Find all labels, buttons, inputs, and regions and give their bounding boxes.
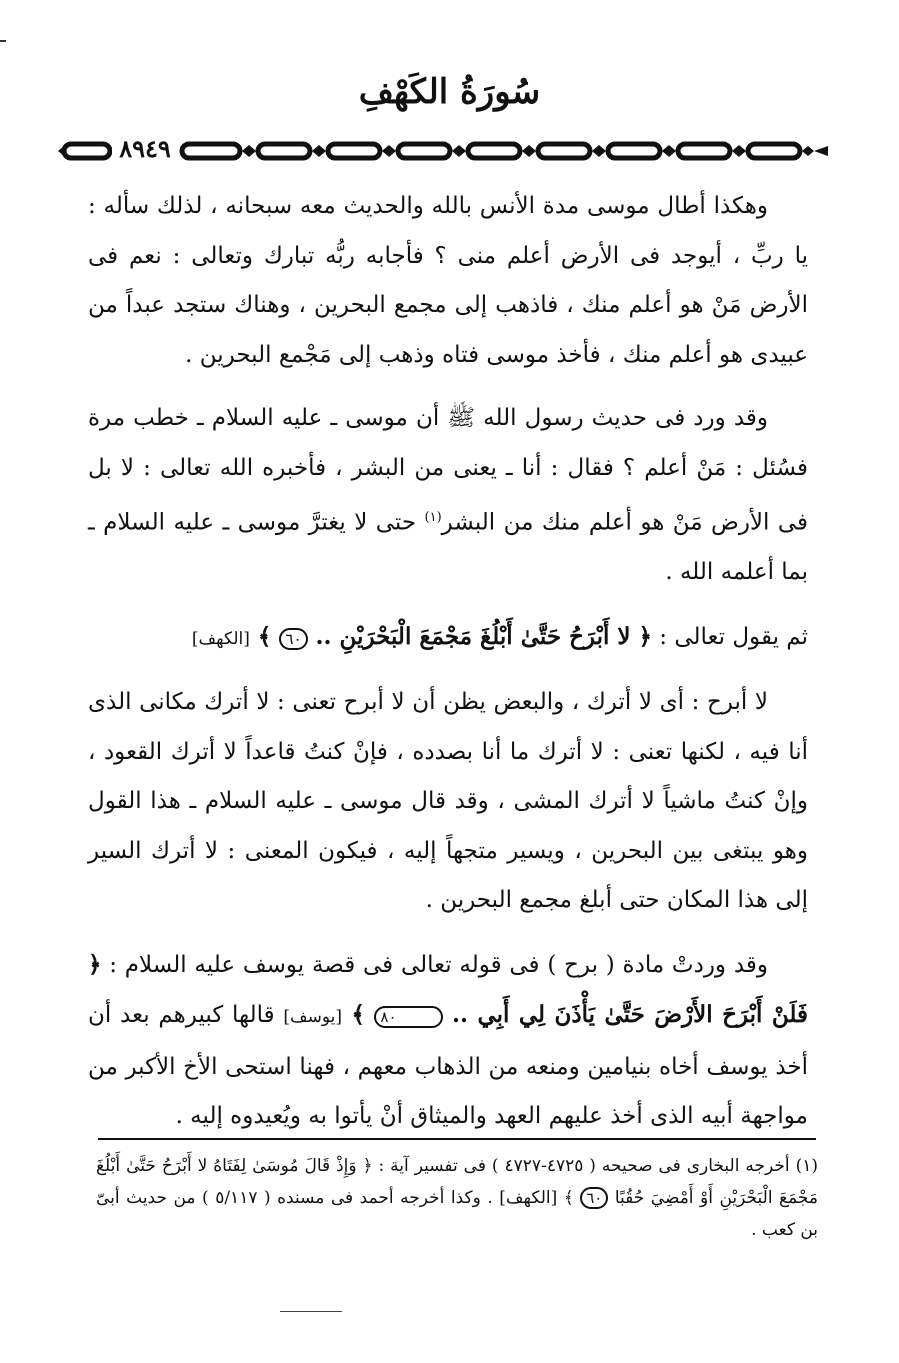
paragraph-5-rest: قالها كبيرهم بعد أن أخذ يوسف أخاه بنيامين ومنعه من الذهاب معهم ، فهنا استحى الأخ الأكبر من مواجهة أبيه الذى أخذ عليهم العهد والميثاق أنْ يأتوا به ويُعيدوه إليه . [88,1002,809,1130]
footnote-divider [98,1138,816,1140]
footnote-1 [96,1150,818,1246]
paragraph-2-text: وقد ورد فى حديث رسول الله ﷺ أن موسى ـ عليه السلام ـ خطب مرة فسُئل : مَنْ أعلم ؟ فقال : أنا ـ يعنى من البشر ، فأخبره الله تعالى : لا بل فى الأرض مَنْ هو أعلم منك من البشر [88,405,809,536]
paragraph-1: وهكذا أطال موسى مدة الأنس بالله والحديث معه سبحانه ، لذلك سأله : يا ربِّ ، أيوجد فى الأرض أعلم منى ؟ فأجابه ربُّه تبارك وتعالى : نعم فى الأرض مَنْ هو أعلم منك ، فاذهب إلى مجمع البحرين ، وهناك ستجد عبداً من عبيدى هو أعلم منك ، فأخذ موسى فتاه وذهب إلى مَجْمع البحرين . [88,193,808,368]
paragraph-2 [88,394,808,598]
paragraph-3 [88,612,808,665]
surah-reference: [يوسف] [283,1007,343,1028]
main-text [88,182,808,1156]
paragraph-5-intro: وقد وردتْ مادة ( برح ) فى قوله تعالى فى قصة يوسف عليه السلام : [101,951,768,978]
scan-mark [0,40,6,42]
quote-intro: ثم يقول تعالى : [651,623,808,650]
footnote-1-rest: ﴾ [الكهف] . وكذا أخرجه أحمد فى مسنده ( ٥/١١٧ ) من حديث أبىّ بن كعب . [96,1188,818,1240]
ayah-number: ٦٠ [580,1187,608,1209]
surah-reference: [الكهف] [191,628,250,649]
surah-title: سُورَةُ الكَهْفِ [358,72,541,112]
bottom-divider [280,1311,342,1312]
quran-verse-kahf-60: ﴿ لا أَبْرَحُ حَتَّىٰ أَبْلُغَ مَجْمَعَ الْبَحْرَيْنِ .. [307,622,652,650]
paragraph-4: لا أبرح : أى لا أترك ، والبعض يظن أن لا أبرح تعنى : لا أترك مكانى الذى أنا فيه ، لكنها تعنى : لا أترك ما أنا بصدده ، فإنْ كنتُ قاعداً لا أترك القعود ، وإنْ كنتُ ماشياً لا أترك المشى ، وقد قال موسى ـ عليه السلام ـ هذا القول وهو يبتغى بين البحرين ، ويسير متجهاً إليه ، فيكون المعنى : لا أترك السير إلى هذا المكان حتى أبلغ مجمع البحرين . [88,689,808,914]
paragraph-5 [88,940,808,1142]
verse-close: ﴾ [342,1001,375,1029]
footnote-1-text: (١) أخرجه البخارى فى صحيحه ( ٤٧٢٥-٤٧٢٧ ) فى تفسير آية : ﴿ وَإِذْ قَالَ مُوسَىٰ لِفَتَاهُ لا أَبْرَحُ حَتَّىٰ أَبْلُغَ مَجْمَعَ الْبَحْرَيْنِ أَوْ أَمْضِيَ حُقُبًا [96,1156,819,1208]
ayah-number: ٨٠ [374,1006,442,1028]
ayah-number: ٦٠ [279,628,307,650]
verse-close: ﴾ [249,622,280,650]
footnote-marker: (١) [424,510,442,525]
footnotes [96,1150,818,1246]
paragraph-2-end: حتى لا يغترَّ موسى ـ عليه السلام ـ بما أعلمه الله . [88,509,808,586]
quran-verse-yusuf-80: ﴿ فَلَنْ أَبْرَحَ الأَرْضَ حَتَّىٰ يَأْذَنَ لِي أَبِي .. [88,950,808,1029]
page-number: ٨٩٤٩ [112,134,178,164]
